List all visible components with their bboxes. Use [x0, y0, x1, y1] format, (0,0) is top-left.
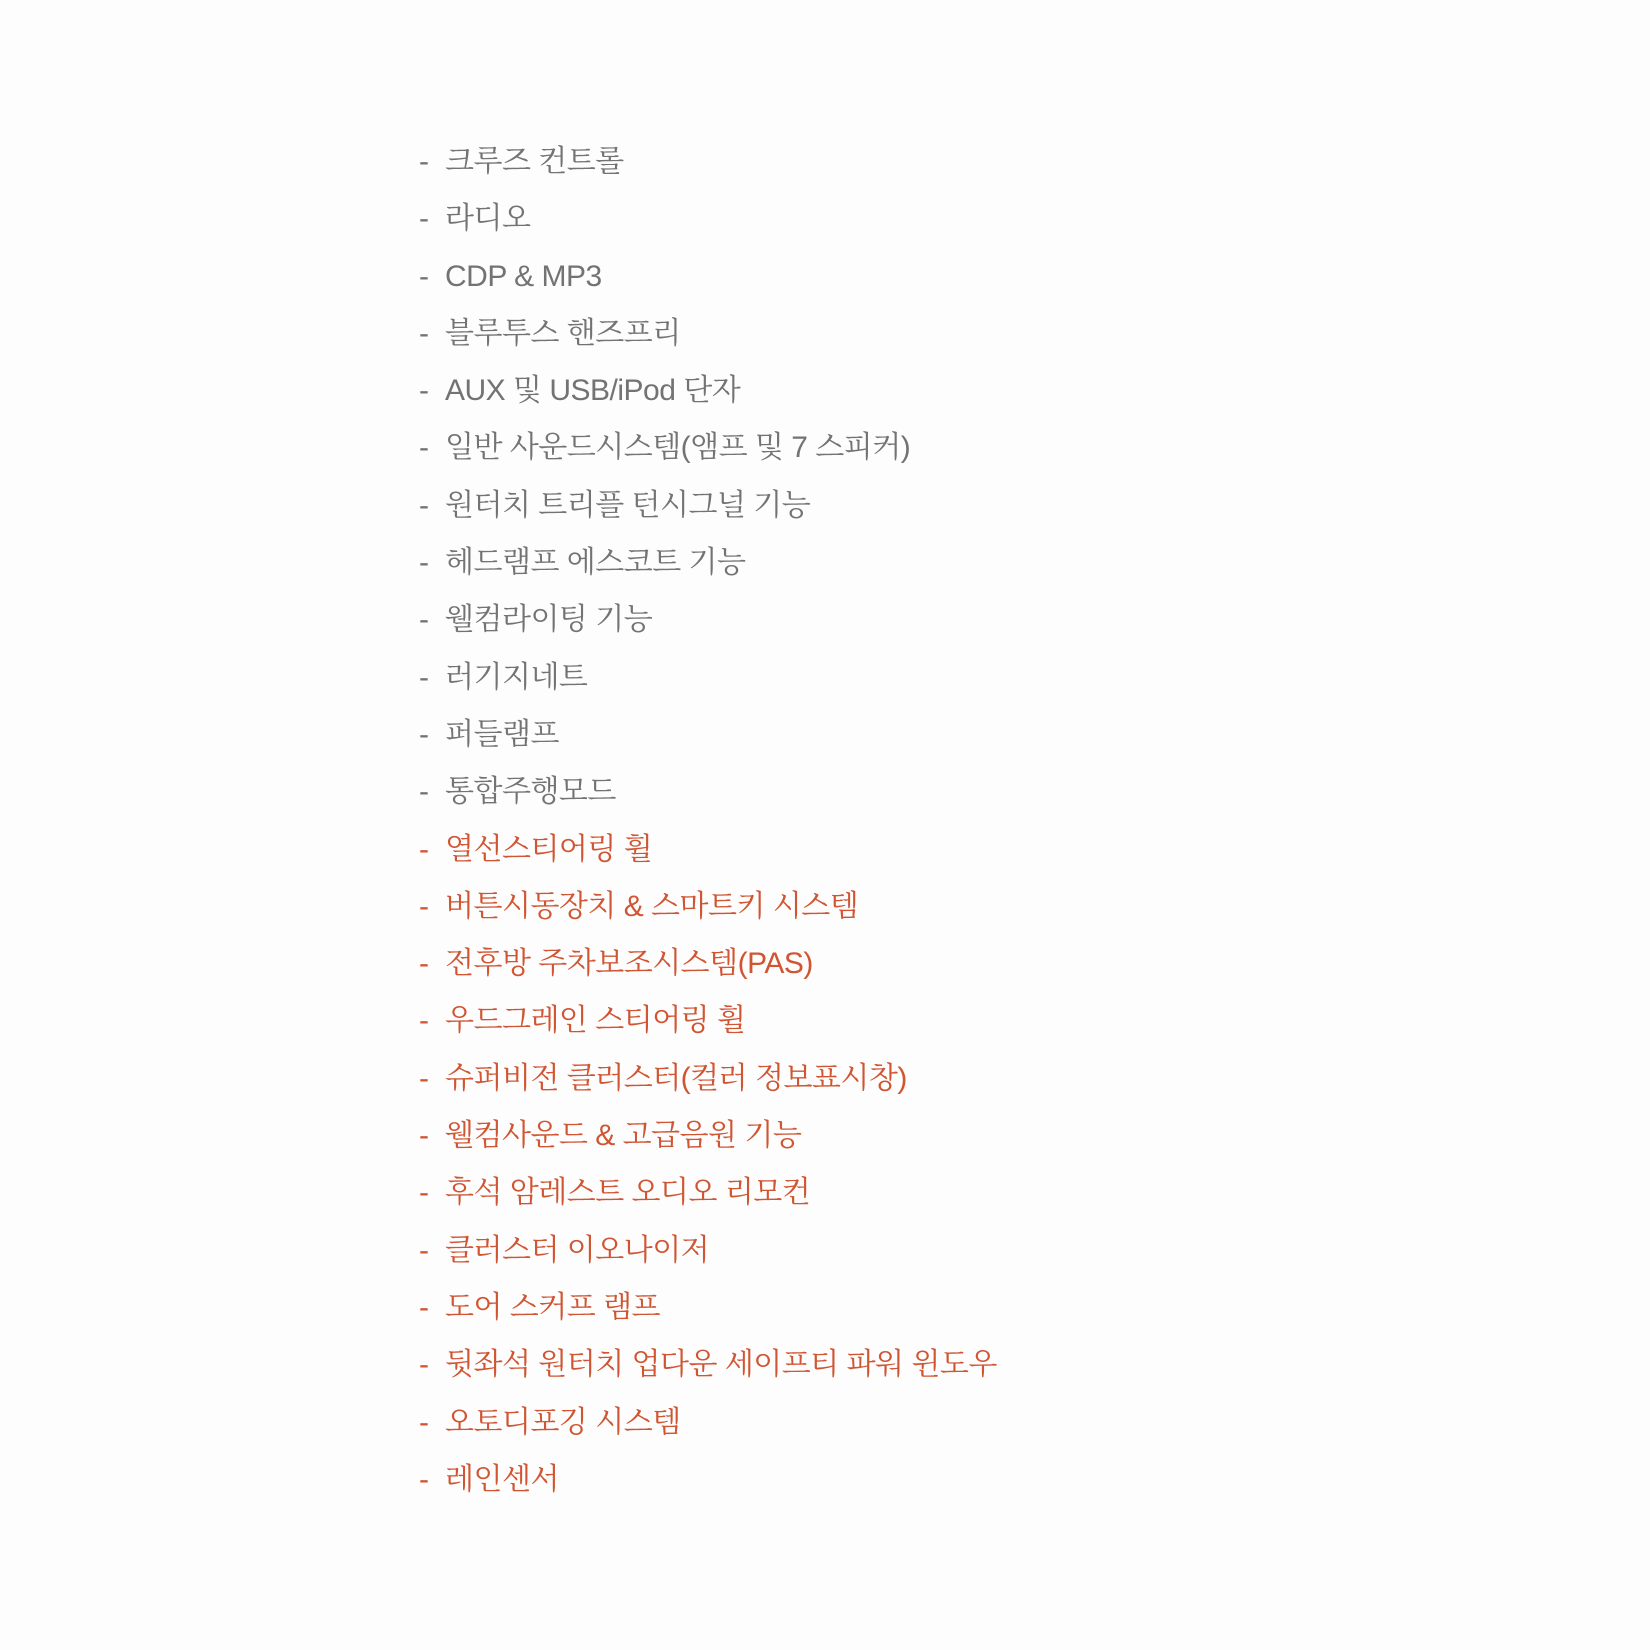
bullet-dash: -: [419, 1405, 429, 1439]
list-item-label: 버튼시동장치 & 스마트키 시스템: [445, 889, 859, 923]
bullet-dash: -: [419, 546, 429, 580]
bullet-dash: -: [419, 717, 429, 751]
bullet-dash: -: [419, 374, 429, 408]
list-item: [419, 419, 997, 476]
bullet-dash: -: [419, 775, 429, 809]
bullet-dash: -: [419, 889, 429, 923]
list-item-label: 도어 스커프 램프: [445, 1290, 661, 1324]
list-item: [419, 362, 997, 419]
bullet-dash: -: [419, 1290, 429, 1324]
bullet-dash: -: [419, 660, 429, 694]
list-item-label: 후석 암레스트 오디오 리모컨: [445, 1176, 811, 1210]
bullet-dash: -: [419, 1061, 429, 1095]
bullet-dash: -: [419, 832, 429, 866]
list-item: [419, 1279, 997, 1336]
list-item: [419, 649, 997, 706]
bullet-dash: -: [419, 259, 429, 293]
list-item: [419, 1164, 997, 1221]
list-item: [419, 305, 997, 362]
bullet-dash: -: [419, 1348, 429, 1382]
bullet-dash: -: [419, 1176, 429, 1210]
list-item: [419, 1050, 997, 1107]
list-item: [419, 1394, 997, 1451]
list-item: [419, 1451, 997, 1508]
list-item: [419, 992, 997, 1049]
list-item: [419, 1222, 997, 1279]
list-item-label: 일반 사운드시스템(앰프 및 7 스피커): [445, 431, 911, 465]
list-item-label: 전후방 주차보조시스템(PAS): [445, 947, 813, 981]
list-item-label: 퍼들램프: [445, 717, 559, 751]
bullet-dash: -: [419, 488, 429, 522]
list-item-label: 웰컴라이팅 기능: [445, 603, 653, 637]
list-item: [419, 1336, 997, 1393]
list-item-label: 원터치 트리플 턴시그널 기능: [445, 488, 811, 522]
bullet-dash: -: [419, 1119, 429, 1153]
bullet-dash: -: [419, 145, 429, 178]
list-item: [419, 763, 997, 820]
bullet-dash: -: [419, 1462, 429, 1496]
bullet-dash: -: [419, 316, 429, 350]
list-item: [419, 534, 997, 591]
bullet-dash: -: [419, 1004, 429, 1038]
list-item-label: 헤드램프 에스코트 기능: [445, 546, 746, 580]
list-item: [419, 190, 997, 247]
list-item-label: 클러스터 이오나이저: [445, 1233, 710, 1267]
list-item-label: 레인센서: [445, 1462, 559, 1496]
bullet-dash: -: [419, 1233, 429, 1267]
list-item-label: 열선스티어링 휠: [445, 832, 653, 866]
list-item: [419, 706, 997, 763]
list-item-label: 블루투스 핸즈프리: [445, 316, 681, 350]
list-item-label: 웰컴사운드 & 고급음원 기능: [445, 1119, 802, 1153]
list-item: [419, 821, 997, 878]
list-item-label: CDP & MP3: [445, 259, 602, 293]
list-item: [419, 248, 997, 305]
list-item-label: 크루즈 컨트롤: [445, 145, 624, 178]
bullet-dash: -: [419, 431, 429, 465]
list-item-label: 슈퍼비전 클러스터(컬러 정보표시창): [445, 1061, 907, 1095]
list-item: [419, 477, 997, 534]
list-item-label: 뒷좌석 원터치 업다운 세이프티 파워 윈도우: [445, 1348, 997, 1382]
list-item: [419, 878, 997, 935]
bullet-dash: -: [419, 947, 429, 981]
list-item-label: 라디오: [445, 202, 531, 236]
list-item: [419, 1107, 997, 1164]
feature-list: [419, 133, 997, 1508]
bullet-dash: -: [419, 202, 429, 236]
list-item-label: AUX 및 USB/iPod 단자: [445, 374, 741, 408]
list-item-label: 우드그레인 스티어링 휠: [445, 1004, 746, 1038]
list-item-label: 통합주행모드: [445, 775, 616, 809]
bullet-dash: -: [419, 603, 429, 637]
list-item: [419, 133, 997, 190]
list-item: [419, 591, 997, 648]
list-item-label: 오토디포깅 시스템: [445, 1405, 681, 1439]
list-item: [419, 935, 997, 992]
list-item-label: 러기지네트: [445, 660, 588, 694]
